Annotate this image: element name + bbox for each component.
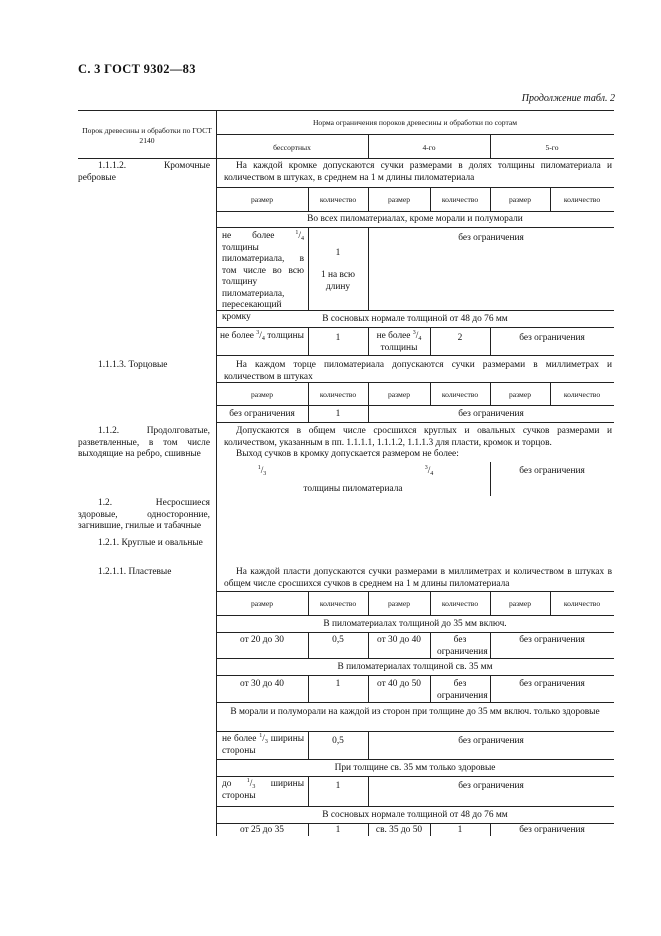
section-rule	[216, 759, 614, 760]
fraction: $^3/_4$	[412, 330, 422, 342]
subcol-size-header: размер	[250, 599, 274, 608]
row-description: На каждой кромке допускаются сучки размерами в долях толщины пиломатериала и количеством в штуках, в среднем на 1 м длины пиломатериала	[224, 161, 612, 183]
qty-cell: 1 на всю длину	[320, 270, 356, 292]
subcol-size-header: размер	[387, 390, 411, 399]
norm-cell: без ограничения	[519, 333, 585, 343]
fraction-cell	[216, 466, 308, 478]
row-label: 1.2. Несросшиеся здоровые, односторонние, загнившие, гнилые и табачные	[78, 498, 210, 531]
section-rule	[216, 227, 614, 228]
size-suffix: толщины пиломатериала, в том числе во всю толщину пиломатериала, пересекающий кромку	[222, 242, 304, 322]
cell-divider	[430, 675, 431, 702]
subheader-top-rule	[216, 382, 614, 383]
section-rule	[216, 806, 614, 807]
section-rule	[216, 632, 614, 633]
qty-cell: 1	[335, 409, 341, 419]
page-ref: С. 3 ГОСТ 9302—83	[78, 62, 196, 76]
size-suffix: ширины стороны	[222, 734, 305, 756]
subcol-qty-header: количество	[563, 195, 601, 204]
section-heading: При толщине св. 35 мм только здоровые	[334, 763, 496, 773]
qty-cell: 1	[335, 781, 341, 791]
size-cell: св. 35 до 50	[375, 825, 423, 835]
qty-cell: 1	[335, 679, 341, 689]
section-heading: В сосновых нормале толщиной от 48 до 76 мм	[322, 810, 508, 820]
norm-cell: без ограничения	[458, 781, 524, 791]
size-cell	[222, 734, 304, 757]
head-group-rule	[216, 134, 614, 135]
section-heading: В пиломатериалах толщиной до 35 мм включ.	[323, 619, 507, 629]
row-description: Выход сучков в кромку допускается размером не более:	[236, 449, 459, 459]
norm-cell: без ограничения	[519, 825, 585, 835]
qty-cell: 1	[335, 248, 341, 258]
subcol-qty-header: количество	[319, 195, 357, 204]
subheader-bottom-rule	[216, 615, 614, 616]
col-defect-header: Порок древесины и обработки по ГОСТ 2140	[82, 126, 212, 145]
section-heading: В морали и полуморали на каждой из сторон при толщине до 35 мм включ. только здоровые	[230, 707, 600, 717]
fraction: $^3/_4$	[256, 330, 265, 342]
qty-cell: 1	[335, 333, 341, 343]
subcol-qty-header: количество	[563, 599, 601, 608]
qty-cell: 0,5	[332, 635, 344, 645]
norm-cell: без ограничения	[519, 635, 585, 645]
norm-cell: без ограничения	[519, 466, 585, 476]
section-rule	[216, 327, 614, 328]
size-prefix: не более	[222, 231, 275, 241]
row-description: Допускаются в общем числе сросшихся круглых и овальных сучков размерами и количеством, указанным в пп. 1.1.1.1, 1.1.1.2, 1.1.1.3 для пласти, кромок и торцов.	[224, 426, 612, 448]
qty-cell: 1	[335, 825, 341, 835]
subheader-top-rule	[216, 187, 614, 188]
row-description: На каждой пласти допускаются сучки размерами в миллиметрах и количеством в штуках в общем числе сросшихся сучков в среднем на 1 м длины пиломатериала	[224, 567, 612, 589]
subcol-qty-header: количество	[319, 390, 357, 399]
qty-cell: 0,5	[332, 736, 344, 746]
row-description: На каждом торце пиломатериала допускаются сучки размерами в миллиметрах и количеством в штуках	[224, 360, 612, 382]
section-rule	[216, 823, 614, 824]
grade-header: 5-го	[545, 143, 559, 152]
grade-header: 4-го	[422, 143, 436, 152]
cell-divider	[308, 227, 309, 310]
subcol-size-header: размер	[508, 195, 532, 204]
size-cell: от 40 до 50	[377, 679, 421, 689]
section-heading: В сосновых нормале толщиной от 48 до 76 мм	[322, 314, 508, 324]
section-rule	[216, 731, 614, 732]
qty-cell: без ограничения	[437, 679, 488, 701]
fraction: $^1/_3$	[259, 733, 268, 745]
size-prefix: до	[222, 779, 232, 789]
size-suffix: толщины	[380, 342, 418, 353]
size-prefix: не более	[222, 734, 257, 744]
subcol-size-header: размер	[250, 195, 274, 204]
row-label: 1.2.1. Круглые и овальные	[98, 538, 203, 548]
size-suffix: толщины	[267, 331, 304, 341]
subcol-size-header: размер	[387, 599, 411, 608]
norm-cell: без ограничения	[458, 736, 524, 746]
fraction: $^1/_3$	[257, 465, 267, 477]
subcol-qty-header: количество	[441, 195, 479, 204]
size-cell	[370, 331, 428, 354]
size-cell: без ограничения	[229, 409, 295, 419]
size-cell: от 20 до 30	[240, 635, 284, 645]
fraction: $^1/_4$	[295, 230, 304, 242]
size-cell: от 30 до 40	[377, 635, 421, 645]
subcol-size-header: размер	[387, 195, 411, 204]
norm-cell: без ограничения	[458, 409, 524, 419]
size-cell: от 30 до 40	[240, 679, 284, 689]
head-bottom-rule	[78, 158, 614, 159]
size-prefix: не более	[376, 331, 411, 341]
norm-group-header: Норма ограничения пороков древесины и обработки по сортам	[312, 118, 518, 127]
section-rule	[216, 658, 614, 659]
continuation-note: Продолжение табл. 2	[521, 93, 615, 104]
subcol-size-header: размер	[508, 390, 532, 399]
subcol-qty-header: количество	[563, 390, 601, 399]
subheader-top-rule	[216, 591, 614, 592]
cell-divider	[430, 632, 431, 658]
row-label: 1.1.1.3. Торцовые	[98, 360, 168, 370]
subcol-size-header: размер	[508, 599, 532, 608]
grade-header: бессортных	[273, 143, 311, 152]
subcol-qty-header: количество	[319, 599, 357, 608]
section-heading: Во всех пиломатериалах, кроме морали и полуморали	[307, 214, 523, 224]
section-rule	[216, 776, 614, 777]
subheader-bottom-rule	[216, 211, 614, 212]
section-heading: В пиломатериалах толщиной св. 35 мм	[337, 662, 493, 672]
norm-cell: без ограничения	[458, 233, 524, 243]
row-rule	[216, 355, 614, 356]
section-rule	[216, 675, 614, 676]
subcol-qty-header: количество	[441, 390, 479, 399]
size-cell	[218, 331, 306, 343]
fraction: $^1/_3$	[246, 778, 256, 790]
row-rule	[216, 422, 614, 423]
fraction-cell	[368, 466, 490, 478]
qty-cell: 2	[457, 333, 463, 343]
section-rule	[216, 702, 614, 703]
size-prefix: не более	[220, 331, 254, 341]
size-suffix: ширины стороны	[222, 779, 304, 801]
subcol-qty-header: количество	[441, 599, 479, 608]
norm-cell: без ограничения	[519, 679, 585, 689]
qty-cell: 1	[457, 825, 463, 835]
cell-divider	[368, 327, 369, 355]
fraction-caption: толщины пиломатериала	[303, 484, 403, 494]
table-top-rule	[78, 110, 614, 111]
subheader-bottom-rule	[216, 405, 614, 406]
size-cell: от 25 до 35	[240, 825, 284, 835]
qty-cell: без ограничения	[437, 635, 488, 657]
fraction: $^3/_4$	[424, 465, 434, 477]
row-label: 1.1.2. Продолговатые, разветвленные, в том числе выходящие на ребро, сшивные	[78, 426, 210, 459]
subcol-size-header: размер	[250, 390, 274, 399]
size-cell	[222, 779, 304, 802]
section-rule	[216, 310, 614, 311]
row-label: 1.1.1.2. Кромочные ребровые	[78, 161, 210, 183]
row-label: 1.2.1.1. Пластевые	[98, 567, 172, 577]
